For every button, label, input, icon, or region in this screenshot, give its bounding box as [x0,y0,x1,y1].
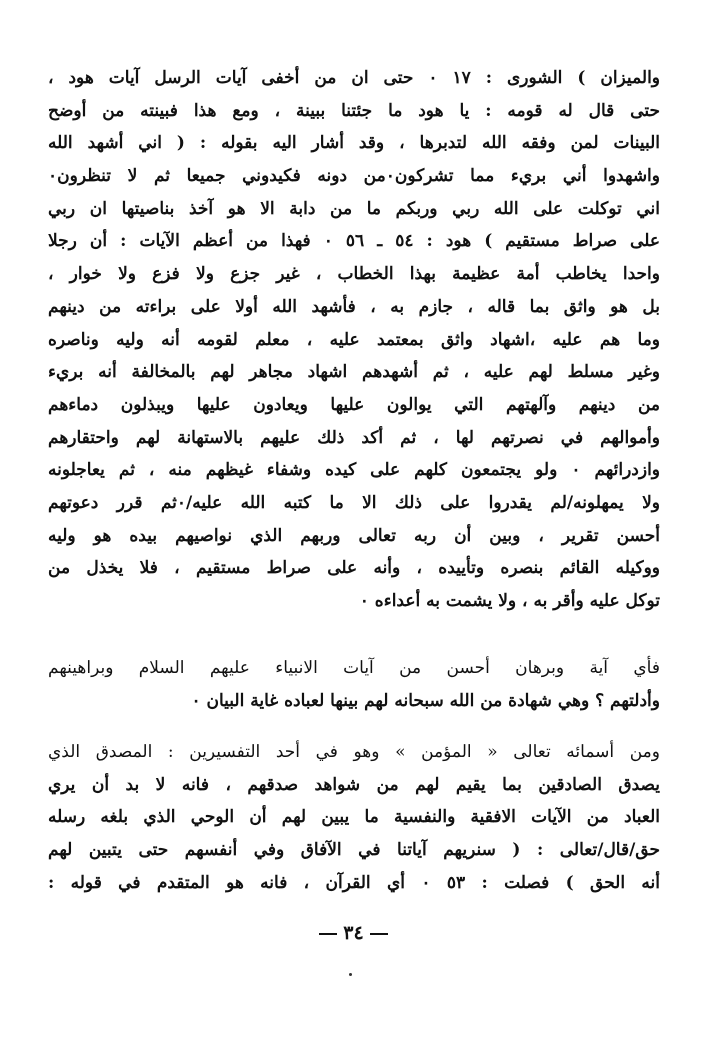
text-line: ولا يمهلونه/لم يقدروا على ذلك الا ما كتبه الله عليه/٠ثم قرر دعوتهم [48,492,660,513]
text-line: والميزان ) الشورى : ١٧ ٠ حتى ان من أخفى آيات الرسل آيات هود ، [48,68,660,88]
text-line: واحدا يخاطب أمة عظيمة بهذا الخطاب ، غير جزع ولا فزع ولا خوار ، [48,264,660,285]
text-line: ومن أسمائه تعالى « المؤمن » وهو في أحد التفسيرين : المصدق الذي [48,742,660,762]
text-line: فأي آية وبرهان أحسن من آيات الانبياء عليهم السلام وبراهينهم [48,658,660,678]
text-line: العباد من الآيات الافقية والنفسية ما يبين لهم أن الوحي الذي بلغه رسله [48,807,660,828]
page-number-footer [0,922,707,944]
text-line: وما هم عليه ،اشهاد واثق بمعتمد عليه ، معلم لقومه أنه وليه وناصره [48,329,660,350]
text-line: وأدلتهم ؟ وهي شهادة من الله سبحانه لهم بينها لعباده غاية البيان ٠ [191,690,660,711]
dash-right [319,933,337,935]
text-line: يصدق الصادقين بما يقيم لهم من شواهد صدقهم ، فانه لا بد أن يري [48,774,660,795]
text-line: وازدرائهم ٠ ولو يجتمعون كلهم على كيده وشفاء غيظهم منه ، ثم يعاجلونه [48,460,660,481]
text-line: بل هو واثق بما قاله ، جازم به ، فأشهد الله أولا على براءته من دينهم [48,296,660,317]
text-line: وغير مسلط لهم عليه ، ثم أشهدهم اشهاد مجاهر لهم بالمخالفة أنه بريء [48,362,660,383]
text-line: وأموالهم في نصرتهم لها ، ثم أكد ذلك عليهم بالاستهانة لهم واحتقارهم [48,427,660,448]
text-line: أنه الحق ) فصلت : ٥٣ ٠ أي القرآن ، فانه هو المتقدم في قوله : [48,872,660,893]
paragraph-hud-verses [48,62,660,618]
text-line: ووكيله القائم بنصره وتأييده ، وأنه على صراط مستقيم ، فلا يخذل من [48,558,660,579]
text-line: حق/قال/تعالى : ( سنريهم آياتنا في الآفاق وفي أنفسهم حتى يتبين لهم [48,840,660,861]
page-number: ٣٤ [343,922,364,944]
text-line: توكل عليه وأقر به ، ولا يشمت به أعداءه ٠ [359,591,660,611]
dash-left [370,933,388,935]
text-line: على صراط مستقيم ) هود : ٥٤ ـ ٥٦ ٠ فهذا من أعظم الآيات : أن رجلا [48,231,660,252]
text-line: واشهدوا أني بريء مما تشركون٠من دونه فكيدوني جميعا ثم لا تنظرون٠ [48,166,660,187]
text-line: حتى قال له قومه : يا هود ما جئتنا ببينة ، ومع هذا فبينته من أوضح [48,100,660,121]
text-line: من دينهم وآلهتهم التي يوالون عليها ويعادون عليها ويبذلون دماءهم [48,394,660,415]
text-line: اني توكلت على الله ربي وربكم ما من دابة الا هو آخذ بناصيتها ان ربي [48,198,660,219]
scan-speck [349,973,352,976]
paragraph-prophets-signs [48,652,660,717]
text-line: أحسن تقرير ، وبين أن ربه تعالى وربهم الذي نواصيهم بيده هو وليه [48,525,660,546]
text-line: البينات لمن وفقه الله لتدبرها ، وقد أشار اليه بقوله : ( اني أشهد الله [48,133,660,154]
paragraph-al-mumin [48,736,660,899]
